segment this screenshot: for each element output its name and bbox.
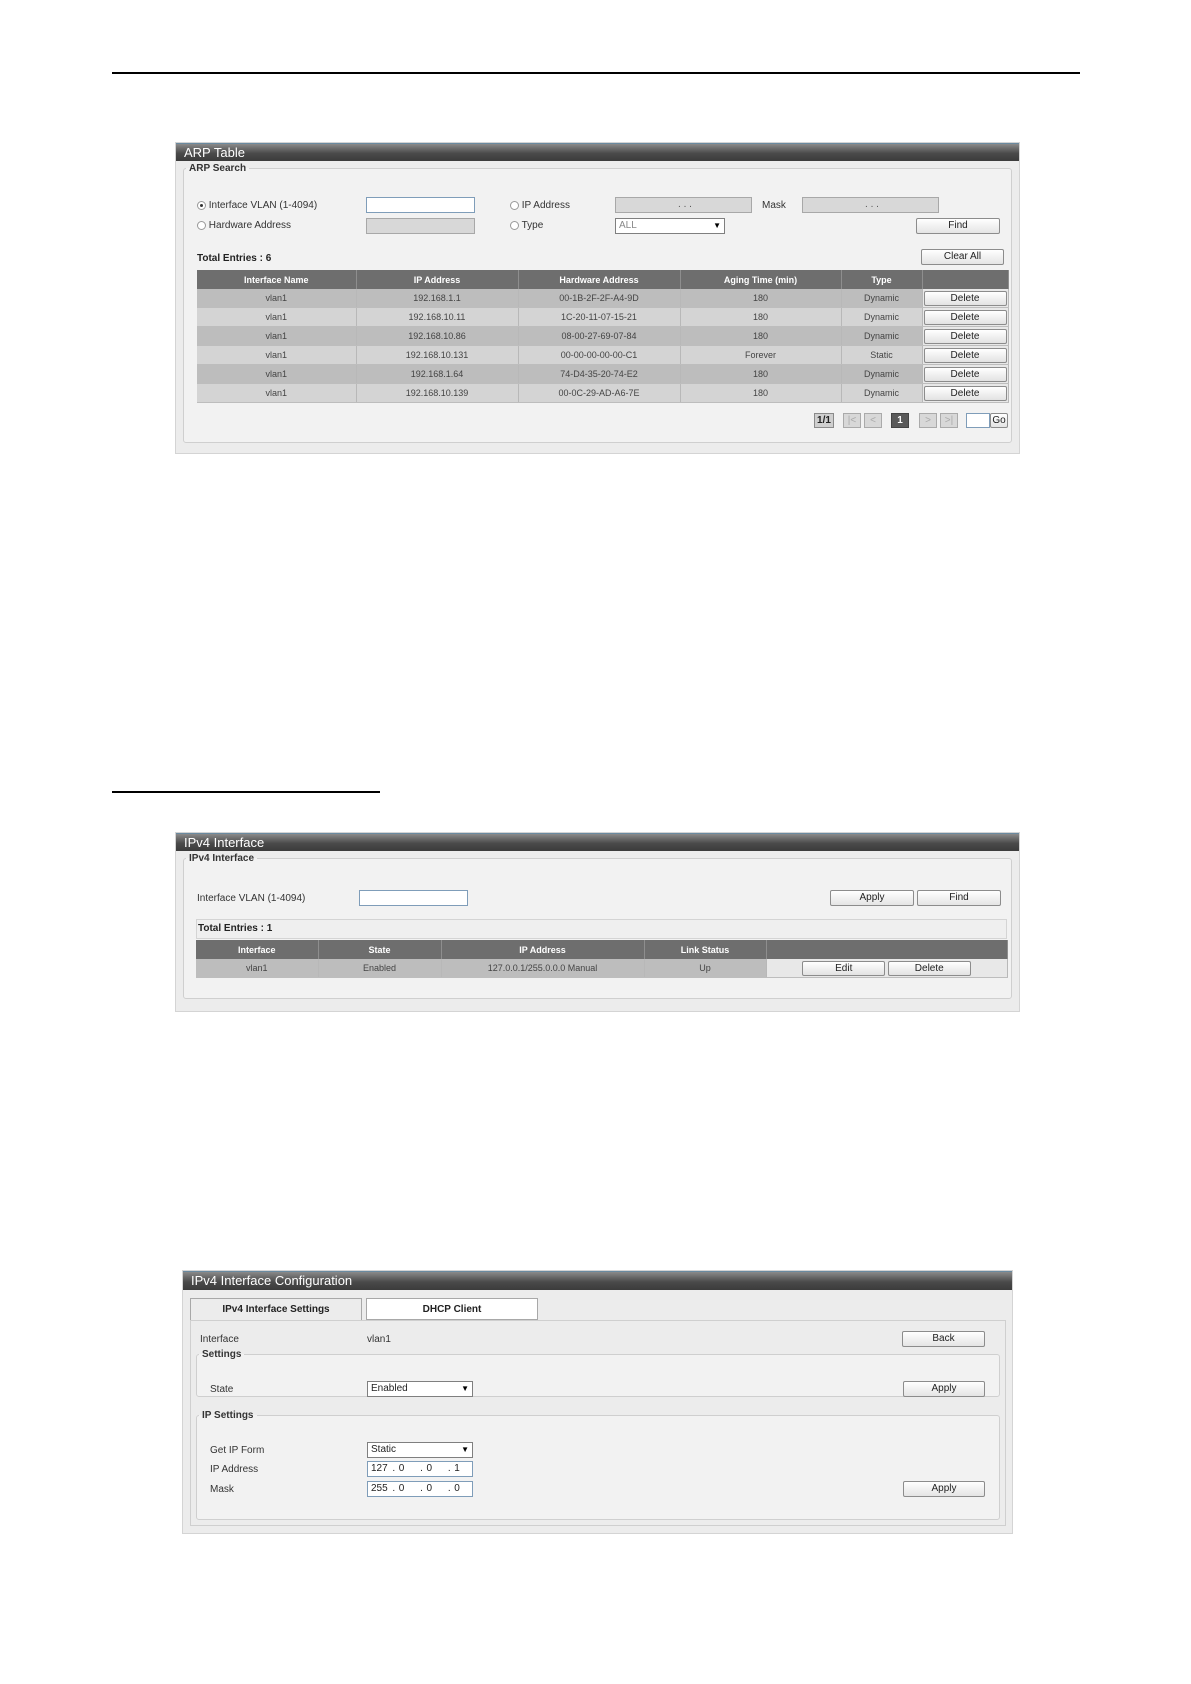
edit-button[interactable]: Edit: [802, 961, 885, 976]
table-row: [197, 365, 1008, 384]
get-ip-form-select[interactable]: [367, 1442, 473, 1458]
cell-link-status: Up: [644, 959, 766, 978]
col-aging-time: Aging Time (min): [680, 270, 841, 289]
current-page-button[interactable]: 1: [891, 413, 909, 428]
state-select-value: Enabled: [371, 1383, 408, 1394]
ipv4-interface-legend: IPv4 Interface: [189, 853, 255, 864]
cell-action: [922, 384, 1008, 403]
cell-action: [922, 365, 1008, 384]
interface-vlan-input[interactable]: [366, 197, 475, 213]
col-hardware-address: Hardware Address: [518, 270, 680, 289]
col-interface-name: Interface Name: [197, 270, 356, 289]
cell-type: Dynamic: [841, 308, 922, 327]
radio-interface-vlan-dot[interactable]: [197, 201, 206, 210]
delete-button[interactable]: Delete: [924, 386, 1007, 401]
ip-settings-legend: IP Settings: [202, 1410, 254, 1421]
ipv4-total-entries: Total Entries : 1: [198, 923, 273, 934]
cell-type: Static: [841, 346, 922, 365]
cell-type: Dynamic: [841, 384, 922, 403]
ipv4-vlan-label: Interface VLAN (1-4094): [197, 893, 306, 904]
ipv4-total-entries-bar: [196, 919, 1007, 939]
col-type: Type: [841, 270, 922, 289]
interface-label: Interface: [200, 1334, 239, 1345]
prev-page-button[interactable]: <: [864, 413, 882, 428]
ipv4-interface-title: IPv4 Interface: [176, 833, 1019, 851]
delete-button[interactable]: Delete: [924, 367, 1007, 382]
settings-legend: Settings: [202, 1349, 242, 1360]
col-action: [922, 270, 1008, 289]
mask-octet-3[interactable]: 0: [426, 1483, 433, 1494]
mask-octet-4[interactable]: 0: [454, 1483, 460, 1494]
cell-ip: 192.168.10.86: [356, 327, 518, 346]
apply-button[interactable]: Apply: [830, 890, 914, 906]
radio-ip-address-label: IP Address: [521, 200, 570, 211]
tab-dhcp-client[interactable]: DHCP Client: [366, 1298, 538, 1320]
delete-button[interactable]: Delete: [924, 329, 1007, 344]
radio-type-dot[interactable]: [510, 221, 519, 230]
state-select[interactable]: [367, 1381, 473, 1397]
tab-ipv4-interface-settings[interactable]: IPv4 Interface Settings: [190, 1298, 362, 1320]
cell-mac: 74-D4-35-20-74-E2: [518, 365, 680, 384]
last-page-button[interactable]: >|: [940, 413, 958, 428]
ip-octet-1[interactable]: 127: [371, 1463, 388, 1474]
cell-interface: vlan1: [196, 959, 318, 978]
mask-input[interactable]: . . .: [802, 197, 939, 213]
table-row: [197, 384, 1008, 403]
col-ip-address: IP Address: [441, 940, 644, 959]
col-ip-address: IP Address: [356, 270, 518, 289]
cell-action: [766, 959, 1007, 978]
settings-group: [196, 1349, 1000, 1397]
page-number-input[interactable]: [966, 413, 990, 428]
table-row: [197, 308, 1008, 327]
cell-mac: 08-00-27-69-07-84: [518, 327, 680, 346]
mask-label: Mask: [762, 200, 786, 211]
cell-interface: vlan1: [197, 384, 356, 403]
col-action: [766, 940, 1007, 959]
table-row: [197, 327, 1008, 346]
delete-button[interactable]: Delete: [888, 961, 971, 976]
ip-settings-group: [196, 1410, 1000, 1520]
type-select-value: ALL: [619, 220, 637, 231]
interface-value: vlan1: [367, 1334, 391, 1345]
radio-type[interactable]: [510, 220, 543, 231]
find-button[interactable]: Find: [916, 218, 1000, 234]
ip-octet-2[interactable]: 0: [398, 1463, 405, 1474]
cell-state: Enabled: [318, 959, 441, 978]
delete-button[interactable]: Delete: [924, 291, 1007, 306]
chevron-down-icon: ▼: [461, 1384, 469, 1393]
find-button[interactable]: Find: [917, 890, 1001, 906]
table-row: [197, 289, 1008, 308]
ip-address-input[interactable]: . . .: [615, 197, 752, 213]
cell-action: [922, 346, 1008, 365]
cell-aging: 180: [680, 289, 841, 308]
get-ip-form-value: Static: [371, 1444, 397, 1455]
apply-ip-button[interactable]: Apply: [903, 1481, 985, 1497]
apply-button[interactable]: Apply: [903, 1381, 985, 1397]
next-page-button[interactable]: >: [919, 413, 937, 428]
page-header-rule: [112, 72, 1080, 74]
go-button[interactable]: Go: [990, 413, 1008, 428]
cell-action: [922, 327, 1008, 346]
radio-hardware-address-dot[interactable]: [197, 221, 206, 230]
ip-octet-4[interactable]: 1: [454, 1463, 460, 1474]
mask-octet-2[interactable]: 0: [398, 1483, 405, 1494]
cell-ip: 192.168.10.139: [356, 384, 518, 403]
table-row: [196, 959, 1007, 978]
section-underline: [112, 791, 380, 793]
arp-table: [197, 270, 1009, 403]
table-row: [197, 346, 1008, 365]
get-ip-form-label: Get IP Form: [210, 1445, 265, 1456]
cell-ip: 192.168.10.131: [356, 346, 518, 365]
cell-action: [922, 308, 1008, 327]
ipv4-config-title: IPv4 Interface Configuration: [183, 1271, 1012, 1290]
cell-ip: 127.0.0.1/255.0.0.0 Manual: [441, 959, 644, 978]
arp-total-entries: Total Entries : 6: [197, 253, 272, 264]
delete-button[interactable]: Delete: [924, 348, 1007, 363]
radio-hardware-address-label: Hardware Address: [208, 220, 292, 231]
cell-mac: 00-0C-29-AD-A6-7E: [518, 384, 680, 403]
radio-interface-vlan-label: Interface VLAN (1-4094): [208, 200, 318, 211]
cell-aging: 180: [680, 327, 841, 346]
ip-octet-3[interactable]: 0: [426, 1463, 433, 1474]
page-indicator: 1/1: [814, 413, 834, 428]
type-select[interactable]: [615, 218, 725, 234]
ipv4-interface-table: [196, 940, 1008, 978]
radio-ip-address[interactable]: [510, 200, 570, 211]
cell-interface: vlan1: [197, 327, 356, 346]
cell-ip: 192.168.1.1: [356, 289, 518, 308]
ipv4-config-panel: [182, 1270, 1013, 1534]
cell-interface: vlan1: [197, 346, 356, 365]
cell-ip: 192.168.1.64: [356, 365, 518, 384]
col-state: State: [318, 940, 441, 959]
radio-interface-vlan[interactable]: [197, 200, 317, 211]
cell-type: Dynamic: [841, 289, 922, 308]
ipv4-table-header: [196, 940, 1007, 959]
col-interface: Interface: [196, 940, 318, 959]
ipv4-interface-panel: [175, 832, 1020, 1012]
mask-label: Mask: [210, 1484, 234, 1495]
back-button[interactable]: Back: [902, 1331, 985, 1347]
cell-action: [922, 289, 1008, 308]
chevron-down-icon: ▼: [461, 1445, 469, 1454]
cell-interface: vlan1: [197, 289, 356, 308]
arp-table-header: [197, 270, 1008, 289]
cell-interface: vlan1: [197, 308, 356, 327]
cell-aging: 180: [680, 384, 841, 403]
arp-table-title: ARP Table: [176, 143, 1019, 161]
cell-mac: 00-1B-2F-2F-A4-9D: [518, 289, 680, 308]
cell-mac: 00-00-00-00-00-C1: [518, 346, 680, 365]
chevron-down-icon: ▼: [713, 221, 721, 230]
col-link-status: Link Status: [644, 940, 766, 959]
radio-hardware-address[interactable]: [197, 220, 291, 231]
first-page-button[interactable]: |<: [843, 413, 861, 428]
state-label: State: [210, 1384, 234, 1395]
radio-ip-address-dot[interactable]: [510, 201, 519, 210]
radio-type-label: Type: [521, 220, 544, 231]
cell-aging: 180: [680, 365, 841, 384]
cell-aging: Forever: [680, 346, 841, 365]
ipv4-vlan-input[interactable]: [359, 890, 468, 906]
cell-ip: 192.168.10.11: [356, 308, 518, 327]
mask-octet-1[interactable]: 255: [371, 1483, 388, 1494]
ip-address-field[interactable]: 127 . 0 . 0 . 1: [367, 1461, 473, 1477]
delete-button[interactable]: Delete: [924, 310, 1007, 325]
cell-interface: vlan1: [197, 365, 356, 384]
arp-table-panel: [175, 142, 1020, 454]
cell-type: Dynamic: [841, 365, 922, 384]
ip-address-label: IP Address: [210, 1464, 259, 1475]
cell-mac: 1C-20-11-07-15-21: [518, 308, 680, 327]
arp-search-legend: ARP Search: [189, 163, 247, 174]
mask-field[interactable]: 255 . 0 . 0 . 0: [367, 1481, 473, 1497]
clear-all-button[interactable]: Clear All: [921, 249, 1004, 265]
cell-type: Dynamic: [841, 327, 922, 346]
hardware-address-input[interactable]: [366, 218, 475, 234]
cell-aging: 180: [680, 308, 841, 327]
